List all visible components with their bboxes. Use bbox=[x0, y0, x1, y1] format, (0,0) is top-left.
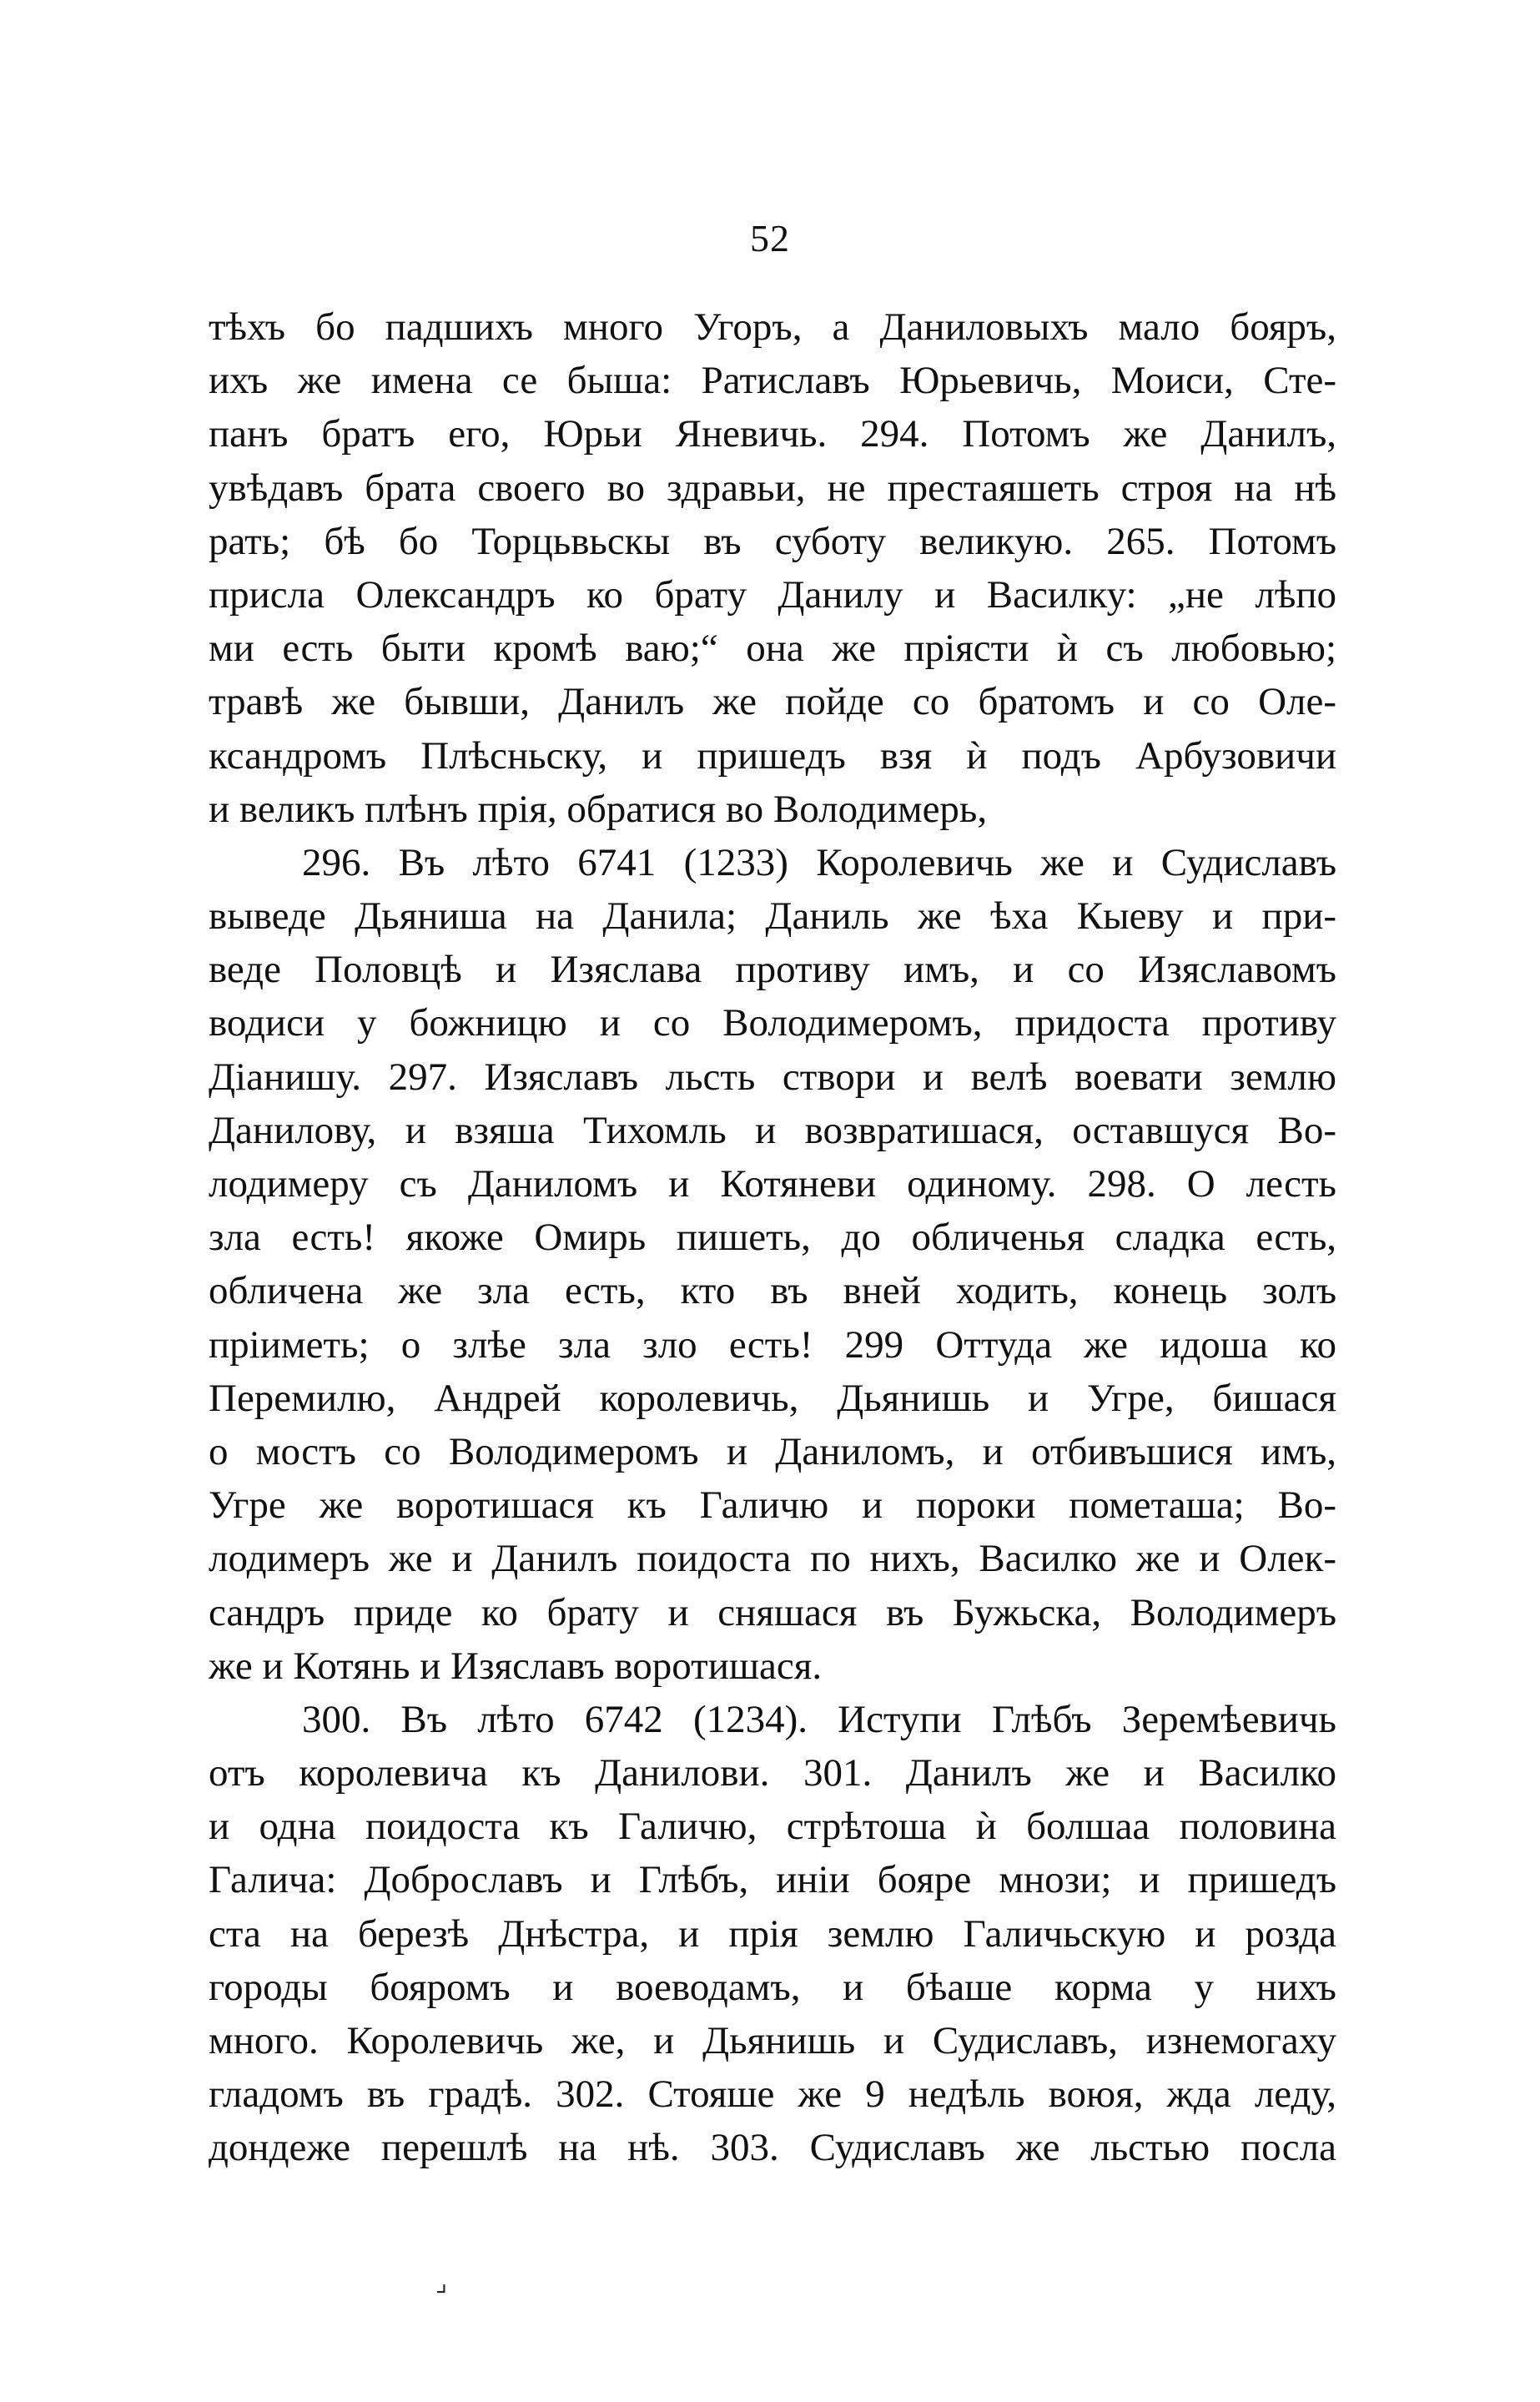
text-line: же и Котянь и Изяславъ воротишася. bbox=[209, 1644, 823, 1688]
text-line: присла Олександръ ко брату Данилу и Василку: „не лѣпо bbox=[209, 572, 1336, 617]
text-line: ксандромъ Плѣсньску, и пришедъ взя ѝ подъ Арбузовичи bbox=[209, 733, 1336, 778]
text-line: Данилову, и взяша Тихомль и возвратишася, оставшуся Во- bbox=[209, 1108, 1336, 1152]
text-line: и одна поидоста къ Галичю, стрѣтоша ѝ болшаа половина bbox=[209, 1805, 1336, 1849]
text-line: Перемилю, Андрей королевичь, Дьянишь и Угре, бишася bbox=[209, 1376, 1336, 1420]
text-line: дондеже перешлѣ на нѣ. 303. Судиславъ же льстью посла bbox=[209, 2126, 1336, 2170]
text-line: ста на березѣ Днѣстра, и прія землю Галичьскую и розда bbox=[209, 1911, 1336, 1956]
text-line: тѣхъ бо падшихъ много Угоръ, а Даниловыхъ мало бояръ, bbox=[209, 305, 1336, 349]
text-line: Галича: Доброславъ и Глѣбъ, иніи бояре мнози; и пришедъ bbox=[209, 1858, 1336, 1902]
text-line: лодимеру съ Даниломъ и Котяневи одиному. 298. О лесть bbox=[209, 1162, 1336, 1206]
text-line: зла есть! якоже Омирь пишеть, до обличенья сладка есть, bbox=[209, 1216, 1336, 1260]
text-line: рать; бѣ бо Торцьвьскы въ суботу великую. 265. Потомъ bbox=[209, 519, 1336, 563]
text-line: сандръ приде ко брату и сняшася въ Бужьска, Володимеръ bbox=[209, 1590, 1336, 1634]
text-line: Діанишу. 297. Изяславъ льсть створи и велѣ воевати землю bbox=[209, 1055, 1336, 1099]
text-line: веде Половцѣ и Изяслава противу имъ, и со Изяславомъ bbox=[209, 948, 1336, 992]
text-line: водиси у божницю и со Володимеромъ, придоста противу bbox=[209, 1001, 1336, 1045]
text-line: ми есть быти кромѣ ваю;“ она же пріясти ѝ съ любовью; bbox=[209, 627, 1336, 671]
text-line: и великъ плѣнъ прія, обратися во Володимерь, bbox=[209, 787, 988, 831]
text-line: травѣ же бывши, Данилъ же пойде со братомъ и со Оле- bbox=[209, 680, 1336, 724]
text-line: 300. Въ лѣто 6742 (1234). Иступи Глѣбъ Зеремѣевичь bbox=[302, 1697, 1336, 1741]
text-line: обличена же зла есть, кто въ вней ходить, конець золъ bbox=[209, 1269, 1336, 1313]
text-line: много. Королевичь же, и Дьянишь и Судиславъ, изнемогаху bbox=[209, 2019, 1336, 2062]
text-line: увѣдавъ брата своего во здравьи, не престаяшеть строя на нѣ bbox=[209, 466, 1336, 510]
text-line: панъ братъ его, Юрьи Яневичь. 294. Потомъ же Данилъ, bbox=[209, 412, 1336, 456]
page-number: 52 bbox=[750, 217, 790, 259]
text-line: лодимеръ же и Данилъ поидоста по нихъ, Василко же и Олек- bbox=[209, 1537, 1336, 1581]
text-line: городы бояромъ и воеводамъ, и бѣаше корма у нихъ bbox=[209, 1965, 1336, 2009]
text-line: отъ королевича къ Данилови. 301. Данилъ же и Василко bbox=[209, 1751, 1336, 1795]
text-line: ихъ же имена се быша: Ратиславъ Юрьевичь, Моиси, Сте- bbox=[209, 359, 1336, 403]
text-line: гладомъ въ градѣ. 302. Стояше же 9 недѣль воюя, жда леду, bbox=[209, 2072, 1336, 2117]
text-line: Угре же воротишася къ Галичю и пороки пометаша; Во- bbox=[209, 1483, 1336, 1528]
text-line: выведе Дьяниша на Данила; Даниль же ѣха Кыеву и при- bbox=[209, 894, 1336, 939]
text-line: пріиметь; о злѣе зла зло есть! 299 Оттуда же идоша ко bbox=[209, 1322, 1336, 1367]
printer-mark: ⌟ bbox=[435, 2269, 448, 2297]
text-line: 296. Въ лѣто 6741 (1233) Королевичь же и Судиславъ bbox=[302, 840, 1336, 884]
body-text bbox=[209, 300, 1336, 2175]
text-line: о мостъ со Володимеромъ и Даниломъ, и отбивъшися имъ, bbox=[209, 1429, 1336, 1473]
